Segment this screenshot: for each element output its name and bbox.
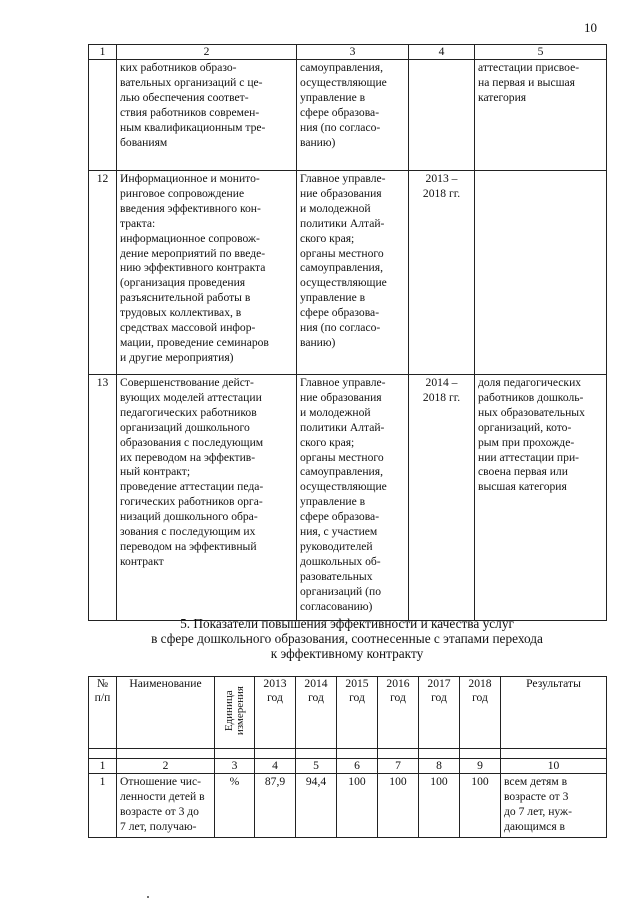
row-number: 12: [89, 171, 117, 375]
header-year: 2015 год: [337, 677, 378, 749]
row-number: 1: [89, 774, 117, 838]
measure-name: Совершенствование дейст- вующих моделей аттестации педагогических работников организаций дошкольного образования с последующим их переводом на эффектив- ный контракт; проведение аттестации педа- гогических работников орга- низаций дошкольного обра- зования с последующим их переводом на эффективный контракт: [117, 375, 297, 621]
header-num: № п/п: [89, 677, 117, 749]
col-number: 2: [117, 759, 215, 774]
value-2016: 100: [378, 774, 419, 838]
responsible: Главное управле- ние образования и молодежной политики Алтай- ского края; органы местного самоуправления, осуществляющие управление в сфере образова- ния, с участием руководителей дошкольных об- разовательных организаций (по согласованию): [297, 375, 409, 621]
header-unit-cell: [215, 677, 255, 749]
indicator: аттестации присвое- на первая и высшая категория: [475, 60, 607, 171]
indicator-name: Отношение чис- ленности детей в возрасте от 3 до 7 лет, получаю-: [117, 774, 215, 838]
col-number: 3: [297, 45, 409, 60]
scan-speck: [147, 896, 149, 898]
header-results: Результаты: [501, 677, 607, 749]
responsible: самоуправления, осуществляющие управление в сфере образова- ния (по согласо- ванию): [297, 60, 409, 171]
header-year: 2014 год: [296, 677, 337, 749]
value-2015: 100: [337, 774, 378, 838]
col-number: 4: [409, 45, 475, 60]
table-row: [89, 774, 607, 838]
indicator: доля педагогических работников дошколь- ных образовательных организаций, кото- рым при прохожде- нии аттестации при- своена первая или высшая категория: [475, 375, 607, 621]
measure-name: ких работников образо- вательных организаций с це- лью обеспечения соответ- ствия работников современ- ным квалификационным тре- бованиям: [117, 60, 297, 171]
header-unit: Единица измерения: [222, 685, 246, 736]
row-number: [89, 60, 117, 171]
indicator: [475, 171, 607, 375]
period: 2014 – 2018 гг.: [409, 375, 475, 621]
value-2018: 100: [460, 774, 501, 838]
responsible: Главное управле- ние образования и молодежной политики Алтай- ского края; органы местного самоуправления, осуществляющие управление в сфере образова- ния (по согласо- ванию): [297, 171, 409, 375]
value-2014: 94,4: [296, 774, 337, 838]
measure-name: Информационное и монито- ринговое сопровождение введения эффективного кон- тракта: информационное сопровож- дение мероприятий по введе- нию эффективного контракта (организация проведения разъяснительной работы в трудовых коллективах, в средствах массовой инфор- мации, проведение семинаров и другие мероприятия): [117, 171, 297, 375]
col-number: 6: [337, 759, 378, 774]
indicators-table: [88, 676, 607, 838]
table-row: [89, 60, 607, 171]
col-number: 7: [378, 759, 419, 774]
header-year: 2018 год: [460, 677, 501, 749]
col-number: 1: [89, 759, 117, 774]
col-number: 5: [296, 759, 337, 774]
table-row: [89, 171, 607, 375]
measures-table: [88, 44, 607, 621]
unit-value: %: [215, 774, 255, 838]
column-number-row: [89, 45, 607, 60]
header-row: [89, 677, 607, 749]
results-text: всем детям в возрасте от 3 до 7 лет, нуж- дающимся в: [501, 774, 607, 838]
section-title: 5. Показатели повышения эффективности и качества услуг в сфере дошкольного образования, соотнесенные с этапами перехода к эффективному контракту: [151, 616, 543, 661]
header-year: 2013 год: [255, 677, 296, 749]
header-year: 2017 год: [419, 677, 460, 749]
column-number-row: [89, 759, 607, 774]
spacer-row: [89, 749, 607, 759]
col-number: 1: [89, 45, 117, 60]
col-number: 5: [475, 45, 607, 60]
table-row: [89, 375, 607, 621]
col-number: 3: [215, 759, 255, 774]
header-year: 2016 год: [378, 677, 419, 749]
col-number: 4: [255, 759, 296, 774]
row-number: 13: [89, 375, 117, 621]
value-2017: 100: [419, 774, 460, 838]
period: [409, 60, 475, 171]
header-name: Наименование: [117, 677, 215, 749]
value-2013: 87,9: [255, 774, 296, 838]
col-number: 10: [501, 759, 607, 774]
period: 2013 – 2018 гг.: [409, 171, 475, 375]
col-number: 2: [117, 45, 297, 60]
page-number: 10: [584, 20, 597, 35]
col-number: 9: [460, 759, 501, 774]
col-number: 8: [419, 759, 460, 774]
